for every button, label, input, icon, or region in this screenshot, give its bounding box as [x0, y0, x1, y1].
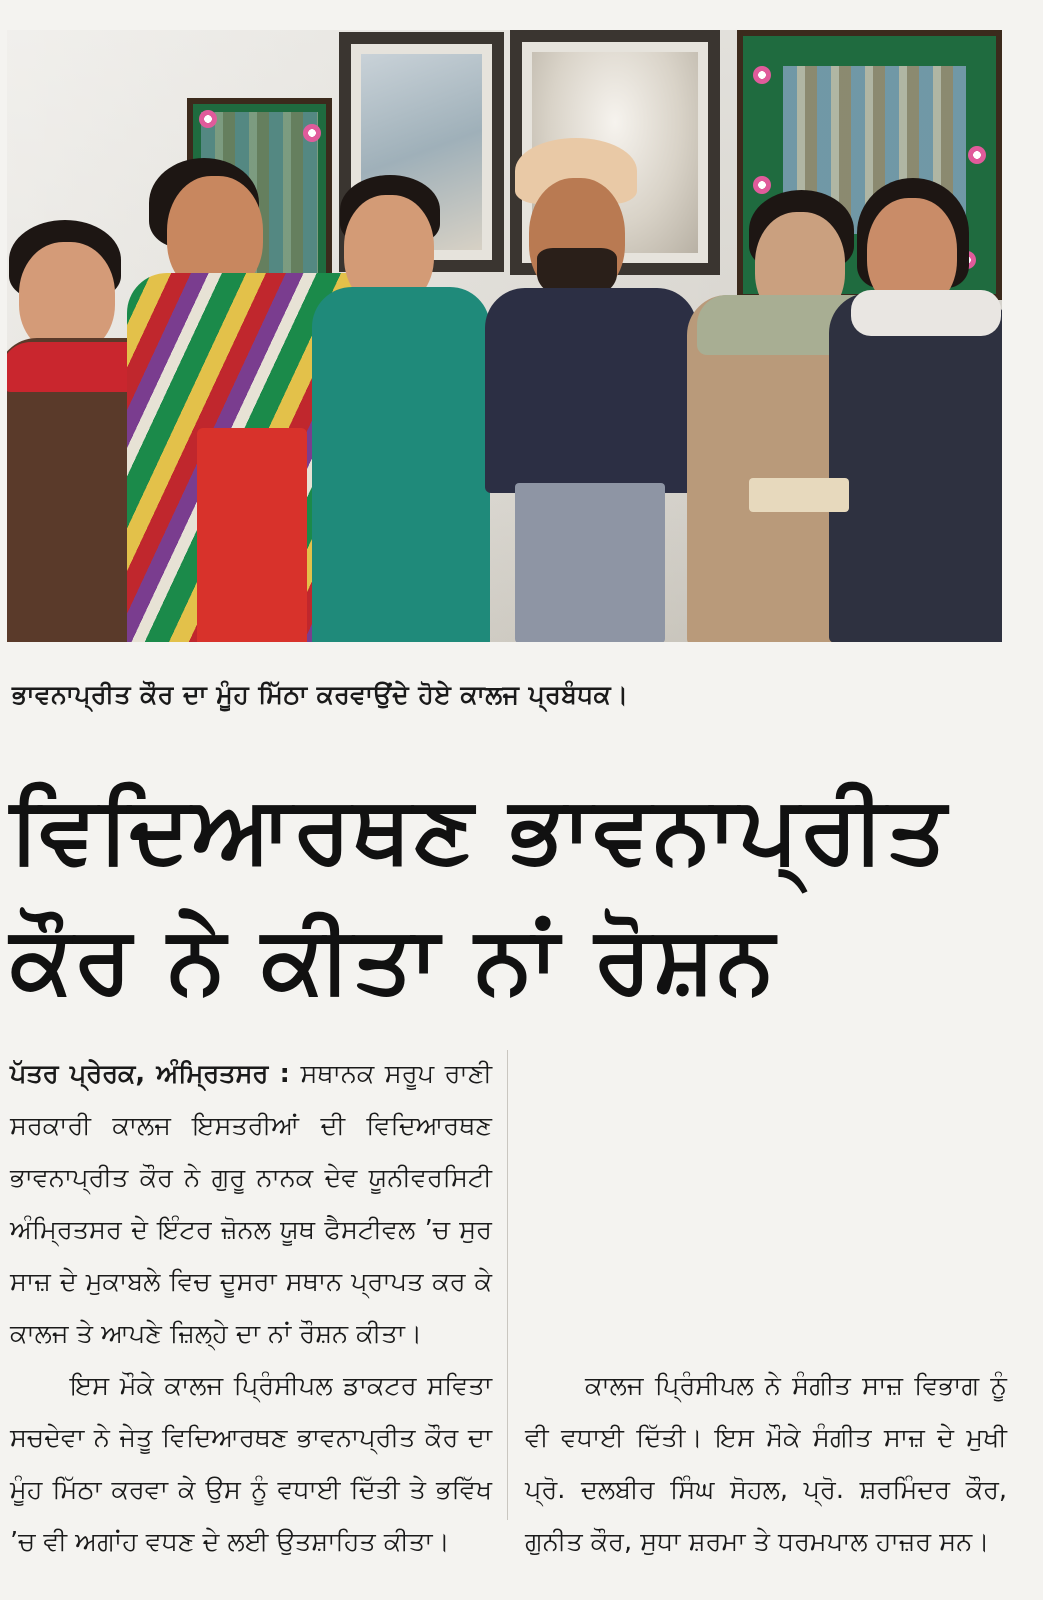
flower-decoration [968, 146, 986, 164]
dateline: ਪੱਤਰ ਪ੍ਰੇਰਕ, ਅੰਮ੍ਰਿਤਸਰ : [10, 1059, 290, 1089]
column-divider [507, 1050, 508, 1520]
article-column-left [10, 1048, 492, 1568]
article-paragraph-1: ਸਥਾਨਕ ਸਰੂਪ ਰਾਣੀ ਸਰਕਾਰੀ ਕਾਲਜ ਇਸਤਰੀਆਂ ਦੀ ਵਿਦਿਆਰਥਣ ਭਾਵਨਾਪ੍ਰੀਤ ਕੌਰ ਨੇ ਗੁਰੂ ਨਾਨਕ ਦੇਵ ਯੂਨੀਵਰਸਿਟੀ ਅੰਮ੍ਰਿਤਸਰ ਦੇ ਇੰਟਰ ਜ਼ੋਨਲ ਯੂਥ ਫੈਸਟੀਵਲ ’ਚ ਸੁਰ ਸਾਜ਼ ਦੇ ਮੁਕਾਬਲੇ ਵਿਚ ਦੂਸਰਾ ਸਥਾਨ ਪ੍ਰਾਪਤ ਕਰ ਕੇ ਕਾਲਜ ਤੇ ਆਪਣੇ ਜ਼ਿਲ੍ਹੇ ਦਾ ਨਾਂ ਰੌਸ਼ਨ ਕੀਤਾ। [10, 1059, 492, 1349]
flower-decoration [303, 124, 321, 142]
photo-caption: ਭਾਵਨਾਪ੍ਰੀਤ ਕੌਰ ਦਾ ਮੂੰਹ ਮਿੱਠਾ ਕਰਵਾਉਂਦੇ ਹੋਏ ਕਾਲਜ ਪ੍ਰਬੰਧਕ। [12, 680, 629, 709]
flower-decoration [199, 110, 217, 128]
article-paragraph-2: ਇਸ ਮੌਕੇ ਕਾਲਜ ਪ੍ਰਿੰਸੀਪਲ ਡਾਕਟਰ ਸਵਿਤਾ ਸਚਦੇਵਾ ਨੇ ਜੇਤੂ ਵਿਦਿਆਰਥਣ ਭਾਵਨਾਪ੍ਰੀਤ ਕੌਰ ਦਾ ਮੂੰਹ ਮਿੱਠਾ ਕਰਵਾ ਕੇ ਉਸ ਨੂੰ ਵਧਾਈ ਦਿੱਤੀ ਤੇ ਭਵਿੱਖ ’ਚ ਵੀ ਅਗਾਂਹ ਵਧਣ ਦੇ ਲਈ ਉਤਸ਼ਾਹਿਤ ਕੀਤਾ। [10, 1371, 492, 1557]
flower-decoration [753, 176, 771, 194]
sweets-box [749, 478, 849, 512]
headline-line-1: ਵਿਦਿਆਰਥਣ ਭਾਵਨਾਪ੍ਰੀਤ [10, 776, 949, 883]
headline [10, 765, 1030, 1025]
article-column-right [525, 1360, 1007, 1568]
article-paragraph-3: ਕਾਲਜ ਪ੍ਰਿੰਸੀਪਲ ਨੇ ਸੰਗੀਤ ਸਾਜ਼ ਵਿਭਾਗ ਨੂੰ ਵੀ ਵਧਾਈ ਦਿੱਤੀ। ਇਸ ਮੌਕੇ ਸੰਗੀਤ ਸਾਜ਼ ਦੇ ਮੁਖੀ ਪ੍ਰੋ. ਦਲਬੀਰ ਸਿੰਘ ਸੋਹਲ, ਪ੍ਰੋ. ਸ਼ਰਮਿੰਦਰ ਕੌਰ, ਗੁਨੀਤ ਕੌਰ, ਸੁਧਾ ਸ਼ਰਮਾ ਤੇ ਧਰਮਪਾਲ ਹਾਜ਼ਰ ਸਨ। [525, 1371, 1007, 1557]
flower-decoration [753, 66, 771, 84]
headline-line-2: ਕੌਰ ਨੇ ਕੀਤਾ ਨਾਂ ਰੋਸ਼ਨ [10, 906, 777, 1013]
news-photo [7, 30, 1002, 642]
